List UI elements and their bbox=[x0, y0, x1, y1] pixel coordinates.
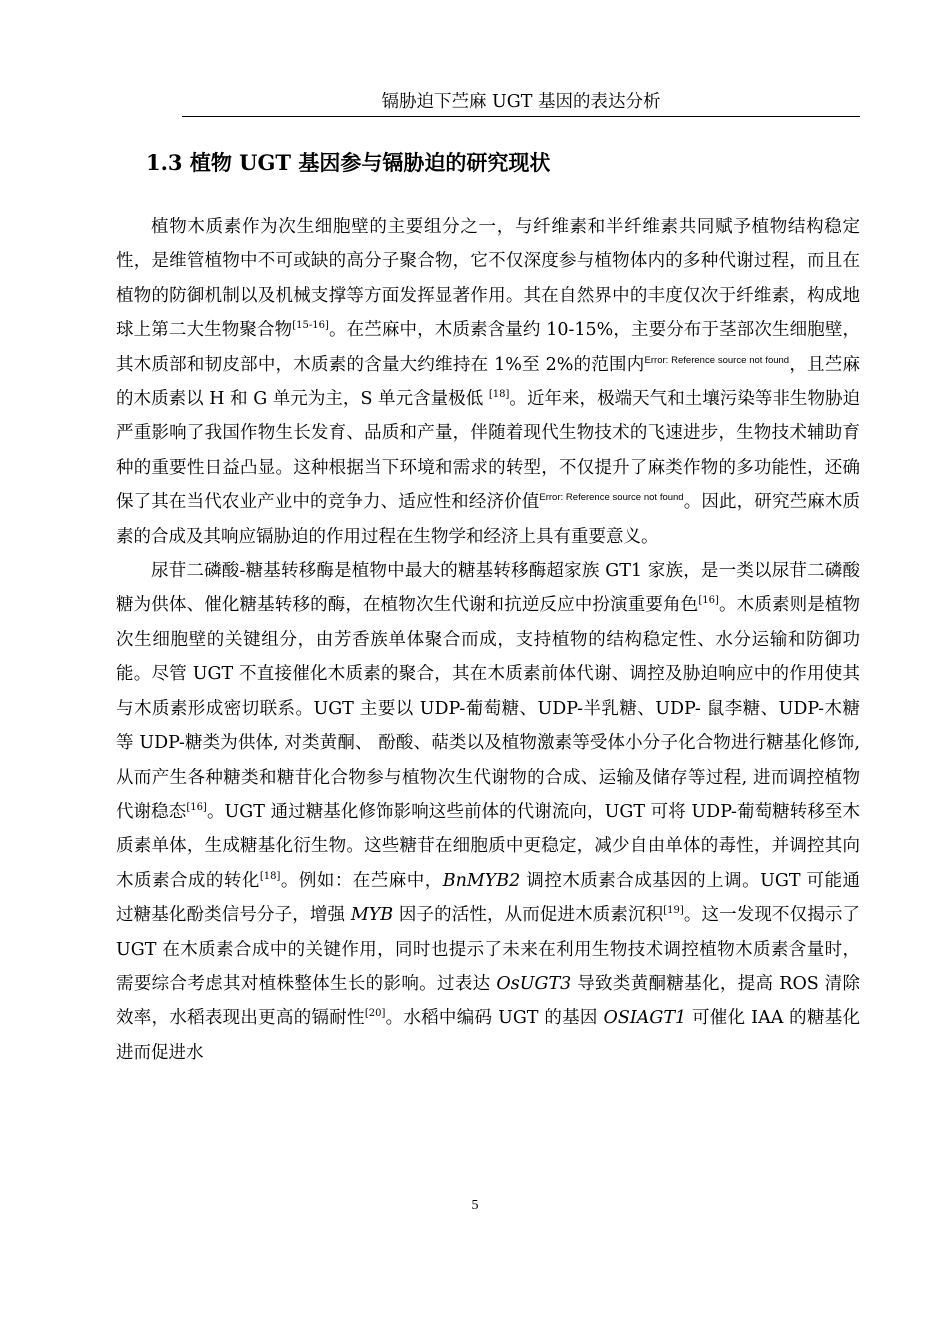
citation: [15-16] bbox=[292, 320, 329, 332]
gene-name: OsUGT3 bbox=[496, 973, 572, 994]
citation: [20] bbox=[364, 1008, 386, 1020]
text-run: 。因此，研究苎麻木质素的合成及其响应镉胁迫的作用过程在生物学和经济上具有重要意义。 bbox=[116, 492, 861, 547]
reference-error-note: Error: Reference source not found bbox=[539, 492, 684, 504]
text-run: 。水稻中编码 UGT 的基因 bbox=[385, 1008, 604, 1029]
running-header: 镉胁迫下苎麻 UGT 基因的表达分析 bbox=[381, 92, 661, 112]
paragraph-ugt bbox=[116, 554, 860, 1070]
text-run: 植物木质素作为次生细胞壁的主要组分之一，与纤维素和半纤维素共同赋予植物结构稳定性，是维管植物中不可或缺的高分子聚合物，它不仅深度参与植物体内的多种代谢过程，而且在植物的防御机制以及机械支撑等方面发挥显著作用。其在自然界中的丰度仅次于纤维素，构成地球上第二大生物聚合物 bbox=[116, 217, 860, 341]
body-text bbox=[116, 210, 860, 1070]
page-number: 5 bbox=[471, 1198, 479, 1213]
text-run: ，且苎麻的木质素以 H 和 G 单元为主，S 单元含量极低 bbox=[116, 354, 861, 410]
citation: [16] bbox=[698, 595, 719, 607]
text-run: 。木质素则是植物次生细胞壁的关键组分，由芳香族单体聚合而成，支持植物的结构稳定性、水分运输和防御功能。尽管 UGT 不直接催化木质素的聚合，其在木质素前体代谢、调控及胁迫响应中的作用使其与木质素形成密切联系。UGT 主要以 UDP-葡萄糖、UDP-半乳糖、UDP- 鼠李糖、UDP-木糖等 UDP-糖类为供体, 对类黄酮、 酚酸、萜类以及植物激素等受体小分子化合物进行糖基化修饰, 从而产生各种糖类和糖苷化合物参与植物次生代谢物的合成、运输及储存等过程, 进而调控植物代谢稳态 bbox=[116, 595, 861, 822]
header-rule bbox=[182, 116, 860, 117]
citation: [18] bbox=[488, 389, 510, 401]
text-run: 因子的活性，从而促进木质素沉积 bbox=[393, 905, 664, 926]
citation: [18] bbox=[259, 870, 281, 882]
text-run: 可催化 IAA 的糖基化进而促进水 bbox=[116, 1008, 860, 1063]
gene-name: OSIAGT1 bbox=[603, 1008, 687, 1029]
paragraph-lignin bbox=[116, 210, 860, 554]
gene-name: MYB bbox=[350, 905, 394, 926]
text-run: 。例如：在苎麻中， bbox=[280, 870, 443, 891]
text-run: 导致类黄酮糖基化，提高 ROS 清除效率，水稻表现出更高的镉耐性 bbox=[116, 973, 861, 1029]
text-run: 。这一发现不仅揭示了 UGT 在木质素合成中的关键作用，同时也提示了未来在利用生物技术调控植物木质素含量时，需要综合考虑其对植株整体生长的影响。过表达 bbox=[116, 905, 860, 994]
text-run: 尿苷二磷酸-糖基转移酶是植物中最大的糖基转移酶超家族 GT1 家族，是一类以尿苷二磷酸糖为供体、催化糖基转移的酶，在植物次生代谢和抗逆反应中扮演重要角色 bbox=[116, 561, 860, 616]
reference-error-note: Error: Reference source not found bbox=[644, 354, 790, 366]
text-run: 。近年来，极端天气和土壤污染等非生物胁迫严重影响了我国作物生长发育、品质和产量，伴随着现代生物技术的飞速进步，生物技术辅助育种的重要性日益凸显。这种根据当下环境和需求的转型，不仅提升了麻类作物的多功能性，还确保了其在当代农业产业中的竞争力、适应性和经济价值 bbox=[116, 389, 861, 513]
citation: [16] bbox=[186, 801, 207, 813]
section-heading: 1.3 植物 UGT 基因参与镉胁迫的研究现状 bbox=[146, 150, 551, 175]
text-run: 调控木质素合成基因的上调。UGT 可能通过糖基化酚类信号分子，增强 bbox=[116, 870, 861, 926]
gene-name: BnMYB2 bbox=[442, 870, 521, 891]
text-run: 。在苎麻中，木质素含量约 10-15%，主要分布于茎部次生细胞壁，其木质部和韧皮部中，木质素的含量大约维持在 1%至 2%的范围内 bbox=[116, 320, 861, 375]
citation: [19] bbox=[663, 905, 684, 917]
text-run: 。UGT 通过糖基化修饰影响这些前体的代谢流向，UGT 可将 UDP-葡萄糖转移至木质素单体，生成糖基化衍生物。这些糖苷在细胞质中更稳定，减少自由单体的毒性，并调控其向木质素合成的转化 bbox=[116, 801, 861, 891]
